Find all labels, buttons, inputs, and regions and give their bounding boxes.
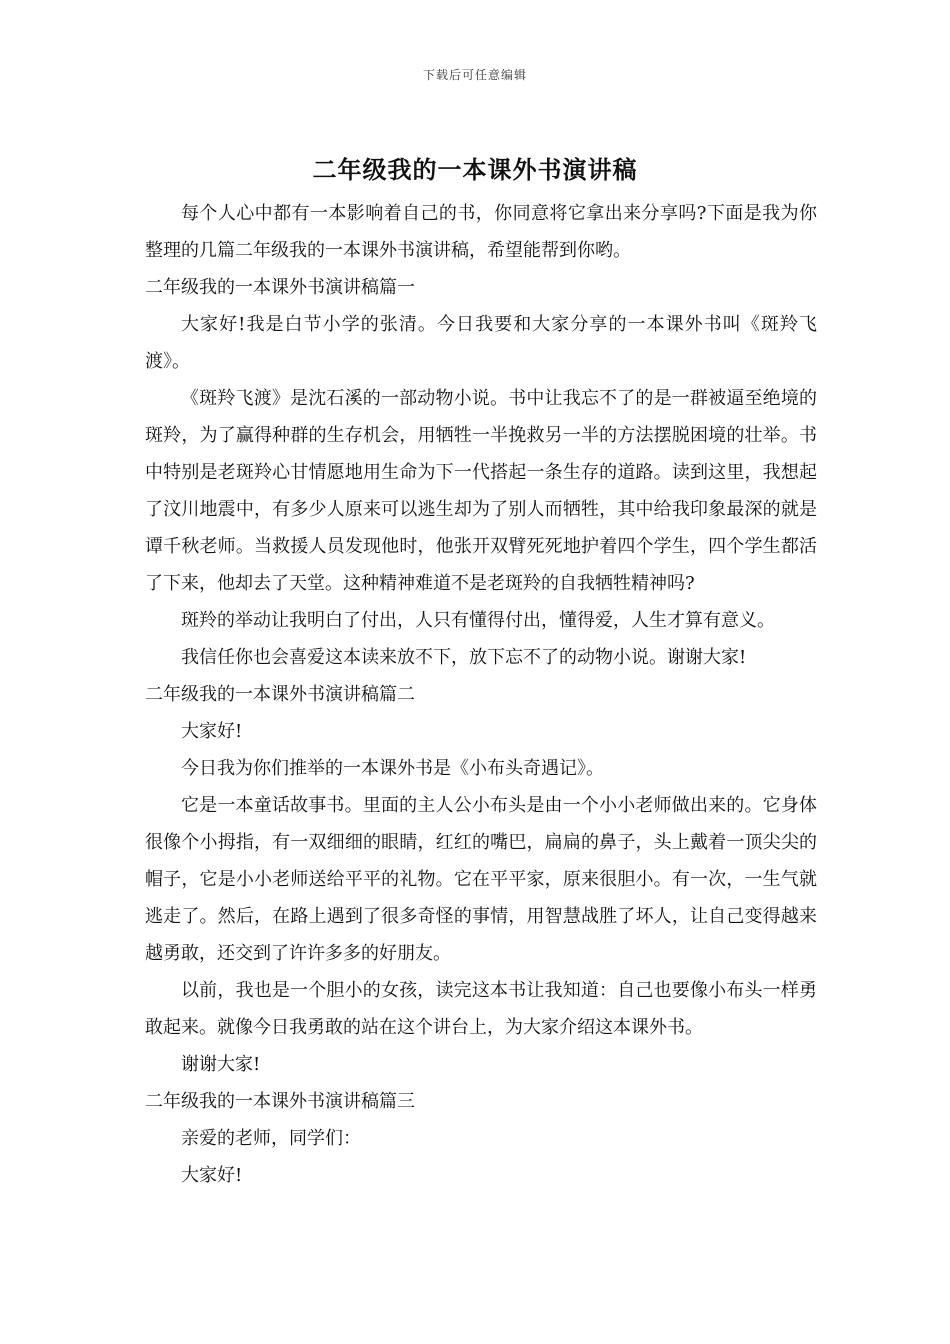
document-body: [145, 195, 817, 1194]
section-heading-1: 二年级我的一本课外书演讲稿篇一: [145, 277, 415, 298]
paragraph: 谢谢大家!: [181, 1054, 261, 1075]
paragraph: 斑羚的举动让我明白了付出，人只有懂得付出，懂得爱，人生才算有意义。: [181, 610, 775, 631]
paragraph: 它是一本童话故事书。里面的主人公小布头是由一个小小老师做出来的。它身体很像个小拇指，有一双细细的眼睛，红红的嘴巴，扁扁的鼻子，头上戴着一顶尖尖的帽子，它是小小老师送给平平的礼物。它在平平家，原来很胆小。有一次，一生气就逃走了。然后，在路上遇到了很多奇怪的事情，用智慧战胜了坏人，让自己变得越来越勇敢，还交到了许许多多的好朋友。: [145, 795, 817, 964]
paragraph: 大家好!我是白节小学的张清。今日我要和大家分享的一本课外书叫《斑羚飞渡》。: [145, 314, 817, 372]
section-heading-3: 二年级我的一本课外书演讲稿篇三: [145, 1091, 415, 1112]
paragraph: 今日我为你们推举的一本课外书是《小布头奇遇记》。: [181, 758, 604, 779]
header-note: 下载后可任意编辑: [422, 68, 527, 82]
paragraph: 大家好!: [181, 721, 243, 742]
document-title: 二年级我的一本课外书演讲稿: [312, 155, 638, 184]
paragraph: 亲爱的老师，同学们：: [181, 1128, 361, 1149]
paragraph: 大家好!: [181, 1165, 243, 1186]
paragraph: 我信任你也会喜爱这本读来放不下，放下忘不了的动物小说。谢谢大家!: [181, 647, 747, 668]
section-heading-2: 二年级我的一本课外书演讲稿篇二: [145, 684, 415, 705]
paragraph: 以前，我也是一个胆小的女孩，读完这本书让我知道：自己也要像小布头一样勇敢起来。就像今日我勇敢的站在这个讲台上，为大家介绍这本课外书。: [145, 980, 817, 1038]
paragraph: 《斑羚飞渡》是沈石溪的一部动物小说。书中让我忘不了的是一群被逼至绝境的斑羚，为了赢得种群的生存机会，用牺牲一半挽救另一半的方法摆脱困境的壮举。书中特别是老斑羚心甘情愿地用生命为下一代搭起一条生存的道路。读到这里，我想起了汶川地震中，有多少人原来可以逃生却为了别人而牺牲，其中给我印象最深的就是谭千秋老师。当救援人员发现他时，他张开双臂死死地护着四个学生，四个学生都活了下来，他却去了天堂。这种精神难道不是老斑羚的自我牺牲精神吗?: [145, 388, 817, 594]
intro-paragraph: 每个人心中都有一本影响着自己的书，你同意将它拿出来分享吗?下面是我为你整理的几篇二年级我的一本课外书演讲稿，希望能帮到你哟。: [145, 203, 817, 261]
